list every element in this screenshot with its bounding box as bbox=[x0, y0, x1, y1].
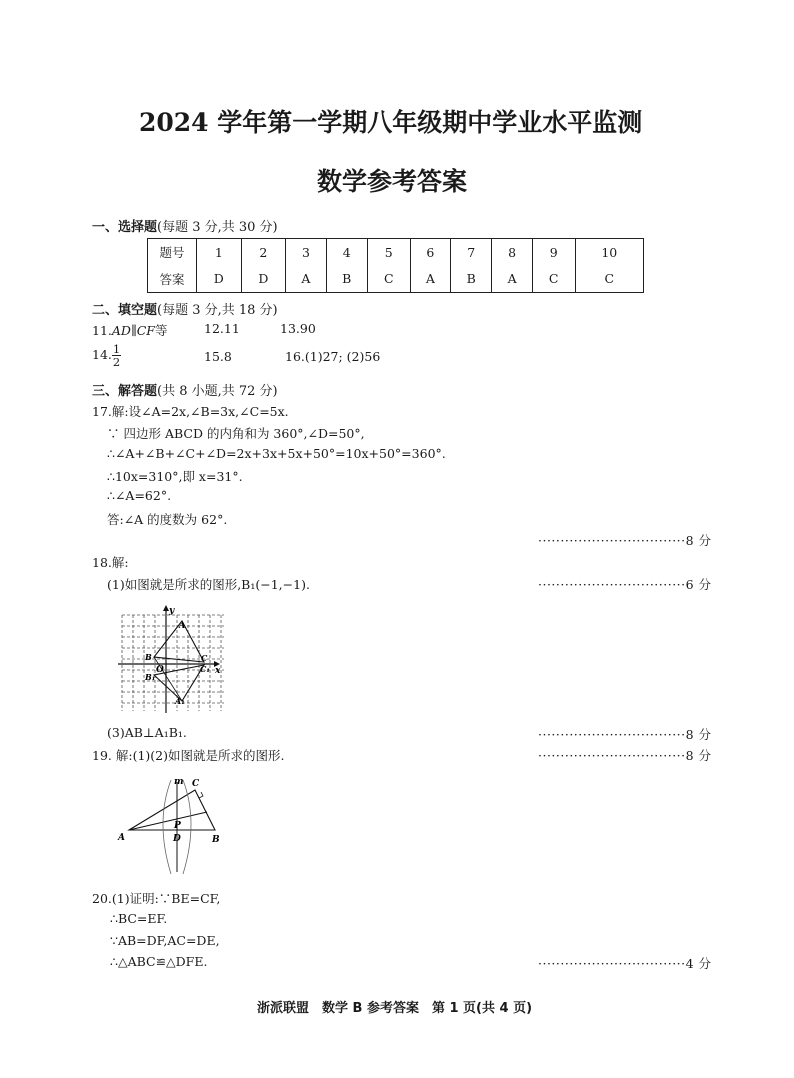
grid-lines bbox=[122, 615, 224, 711]
page-title: 2024 学年第一学期八年级期中学业水平监测 bbox=[139, 108, 643, 137]
q18-part1: (1)如图就是所求的图形,B₁(−1,−1). bbox=[107, 577, 310, 592]
q17-line: ∴10x=310°,即 x=31°. bbox=[107, 469, 243, 484]
answer-q14 bbox=[92, 343, 121, 368]
table-cell: 1 bbox=[197, 239, 242, 266]
q17-line: ∴∠A=62°. bbox=[107, 488, 172, 503]
table-cell: D bbox=[197, 266, 242, 293]
q17-line: 答:∠A 的度数为 62°. bbox=[107, 512, 228, 527]
table-cell: C bbox=[575, 266, 643, 293]
label-y: y bbox=[169, 606, 175, 616]
table-cell: 7 bbox=[451, 239, 492, 266]
table-cell: A bbox=[410, 266, 451, 293]
q17-line: ∴∠A+∠B+∠C+∠D=2x+3x+5x+50°=10x+50°=360°. bbox=[107, 446, 446, 461]
section1-heading bbox=[92, 216, 278, 235]
label-d: D bbox=[173, 834, 181, 844]
label-x: x bbox=[215, 666, 221, 676]
section1-title: 一、选择题 bbox=[92, 220, 158, 235]
section3-title: 三、解答题 bbox=[92, 384, 158, 399]
table-cell: B bbox=[326, 266, 367, 293]
construction-arc bbox=[183, 780, 191, 874]
table-row-numbers bbox=[148, 239, 644, 266]
answer-table bbox=[147, 238, 644, 293]
q18-part3-score: ·································8 分 bbox=[538, 727, 712, 742]
answer-q11 bbox=[92, 321, 167, 339]
label-a1: A₁ bbox=[175, 696, 185, 706]
q18-coordinate-figure bbox=[116, 603, 228, 715]
segment-ap bbox=[129, 812, 207, 830]
q20-line: ∴BC=EF. bbox=[110, 911, 168, 926]
q11-expression: AD∥CF bbox=[111, 323, 155, 338]
section2-title: 二、填空题 bbox=[92, 303, 158, 318]
table-cell: D bbox=[241, 266, 286, 293]
answer-q12: 12.11 bbox=[204, 321, 240, 336]
page-subtitle: 数学参考答案 bbox=[317, 167, 468, 196]
triangle-acb bbox=[129, 790, 215, 830]
section3-note: (共 8 小题,共 72 分) bbox=[157, 384, 278, 399]
label-p: P bbox=[174, 821, 181, 831]
row-label-answer: 答案 bbox=[148, 266, 197, 293]
label-origin: O bbox=[156, 665, 164, 675]
q11-number: 11. bbox=[92, 323, 112, 338]
label-b: B bbox=[212, 835, 220, 845]
table-cell: 2 bbox=[241, 239, 286, 266]
label-c1: C₁ bbox=[200, 664, 210, 674]
table-cell: C bbox=[367, 266, 410, 293]
q19-text: 19. 解:(1)(2)如图就是所求的图形. bbox=[92, 748, 285, 763]
q19-construction-figure bbox=[115, 772, 227, 880]
label-a: A bbox=[179, 620, 186, 630]
q18-heading: 18.解: bbox=[92, 555, 129, 570]
label-a: A bbox=[118, 833, 125, 843]
section1-note: (每题 3 分,共 30 分) bbox=[157, 220, 278, 235]
q20-line: 20.(1)证明:∵BE=CF, bbox=[92, 891, 221, 906]
table-cell: 5 bbox=[367, 239, 410, 266]
table-cell: 3 bbox=[286, 239, 327, 266]
label-c: C bbox=[192, 779, 200, 789]
table-cell: 8 bbox=[492, 239, 533, 266]
q14-number: 14. bbox=[92, 347, 112, 362]
table-cell: A bbox=[492, 266, 533, 293]
section3-heading bbox=[92, 380, 278, 399]
q18-part1-score: ·································6 分 bbox=[538, 577, 712, 592]
page-footer: 浙派联盟 数学 B 参考答案 第 1 页(共 4 页) bbox=[257, 1001, 533, 1016]
row-label-number: 题号 bbox=[148, 239, 197, 266]
q17-score: ·································8 分 bbox=[538, 533, 712, 548]
answer-q15: 15.8 bbox=[204, 349, 232, 364]
table-cell: C bbox=[532, 266, 575, 293]
table-row-answers bbox=[148, 266, 644, 293]
q19-score: ·································8 分 bbox=[538, 748, 712, 763]
fraction-numerator: 1 bbox=[112, 342, 121, 356]
label-b1: B₁ bbox=[145, 672, 156, 682]
table-cell: 9 bbox=[532, 239, 575, 266]
section2-note: (每题 3 分,共 18 分) bbox=[157, 303, 278, 318]
q11-suffix: 等 bbox=[154, 323, 168, 338]
table-cell: 10 bbox=[575, 239, 643, 266]
construction-arc bbox=[163, 780, 171, 874]
q17-line: ∵ 四边形 ABCD 的内角和为 360°,∠D=50°, bbox=[107, 426, 365, 441]
q20-line: ∵AB=DF,AC=DE, bbox=[110, 933, 220, 948]
q20-line: ∴△ABC≌△DFE. bbox=[110, 954, 208, 969]
q17-line: 17.解:设∠A=2x,∠B=3x,∠C=5x. bbox=[92, 404, 289, 419]
q18-part3: (3)AB⊥A₁B₁. bbox=[107, 725, 187, 740]
section2-heading bbox=[92, 299, 278, 318]
fraction-one-half bbox=[112, 343, 121, 368]
q20-score: ·································4 分 bbox=[538, 956, 712, 971]
table-cell: 6 bbox=[410, 239, 451, 266]
answer-q16: 16.(1)27; (2)56 bbox=[285, 349, 381, 364]
table-cell: A bbox=[286, 266, 327, 293]
table-cell: B bbox=[451, 266, 492, 293]
answer-q13: 13.90 bbox=[280, 321, 316, 336]
label-m: m bbox=[174, 777, 184, 787]
label-c: C bbox=[201, 653, 208, 663]
table-cell: 4 bbox=[326, 239, 367, 266]
label-b: B bbox=[145, 652, 152, 662]
fraction-denominator: 2 bbox=[112, 355, 121, 369]
right-angle-mark bbox=[199, 792, 203, 798]
